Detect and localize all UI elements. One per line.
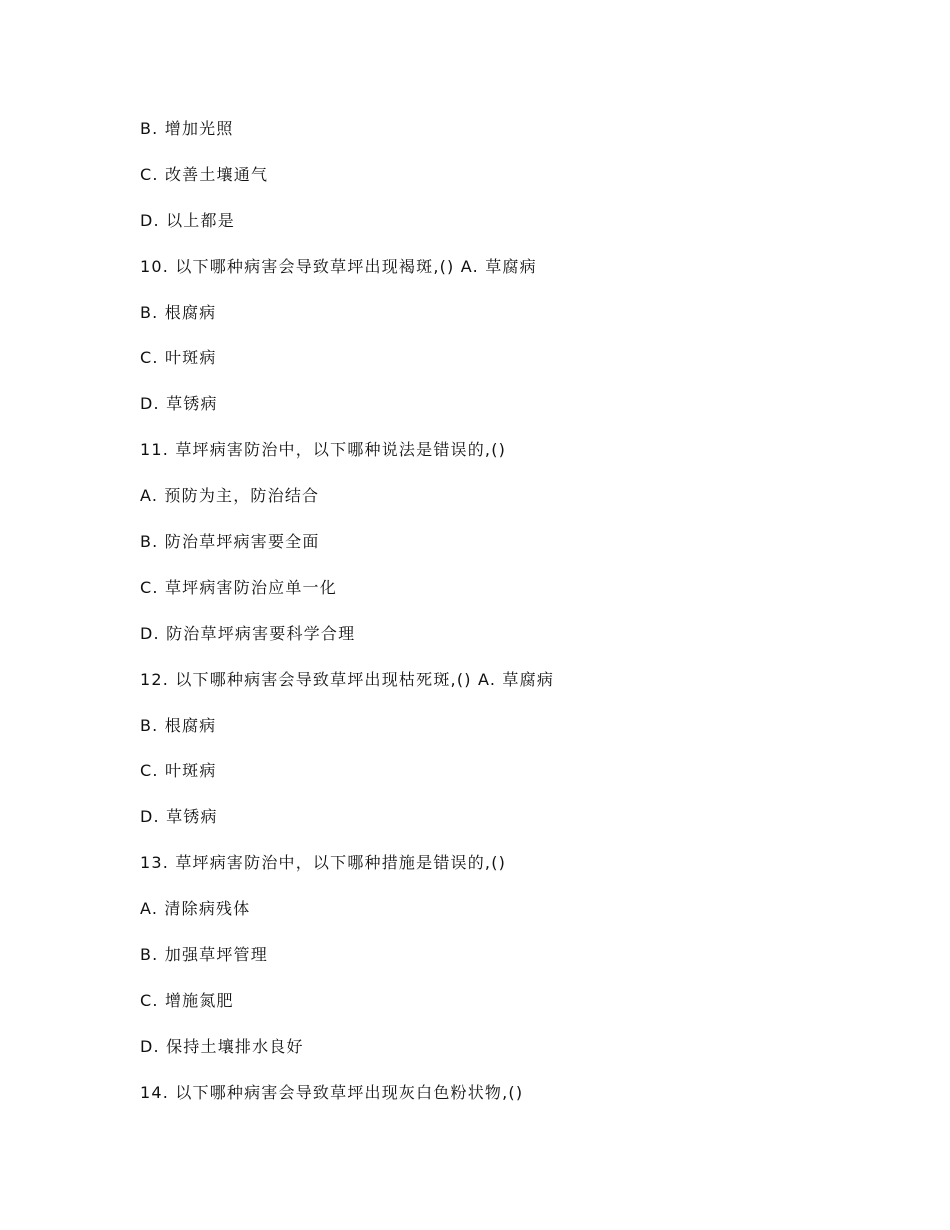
question-list xyxy=(140,116,900,1126)
question-line: 13. 草坪病害防治中，以下哪种措施是错误的,() xyxy=(140,853,507,873)
option-line: B. 加强草坪管理 xyxy=(140,945,268,965)
option-line: C. 增施氮肥 xyxy=(140,990,234,1010)
option-line: A. 清除病残体 xyxy=(140,899,251,919)
option-line: A. 预防为主，防治结合 xyxy=(140,486,320,506)
option-line: B. 增加光照 xyxy=(140,119,234,138)
option-line: C. 叶斑病 xyxy=(140,348,217,368)
question-line: 10. 以下哪种病害会导致草坪出现褐斑,() A. 草腐病 xyxy=(140,256,537,276)
question-line: 12. 以下哪种病害会导致草坪出现枯死斑,() A. 草腐病 xyxy=(140,669,555,689)
option-line: B. 根腐病 xyxy=(140,302,217,322)
option-line: B. 防治草坪病害要全面 xyxy=(140,532,320,552)
option-line: D. 草锈病 xyxy=(140,394,218,414)
option-line: D. 保持土壤排水良好 xyxy=(140,1036,304,1056)
question-line: 11. 草坪病害防治中，以下哪种说法是错误的,() xyxy=(140,440,507,460)
option-line: C. 草坪病害防治应单一化 xyxy=(140,577,337,597)
option-line: B. 根腐病 xyxy=(140,715,217,735)
option-line: D. 草锈病 xyxy=(140,807,218,827)
option-line: D. 以上都是 xyxy=(140,210,235,230)
option-line: D. 防治草坪病害要科学合理 xyxy=(140,623,356,643)
option-line: C. 叶斑病 xyxy=(140,761,217,781)
question-line: 14. 以下哪种病害会导致草坪出现灰白色粉状物,() xyxy=(140,1082,524,1102)
option-line: C. 改善土壤通气 xyxy=(140,164,269,184)
